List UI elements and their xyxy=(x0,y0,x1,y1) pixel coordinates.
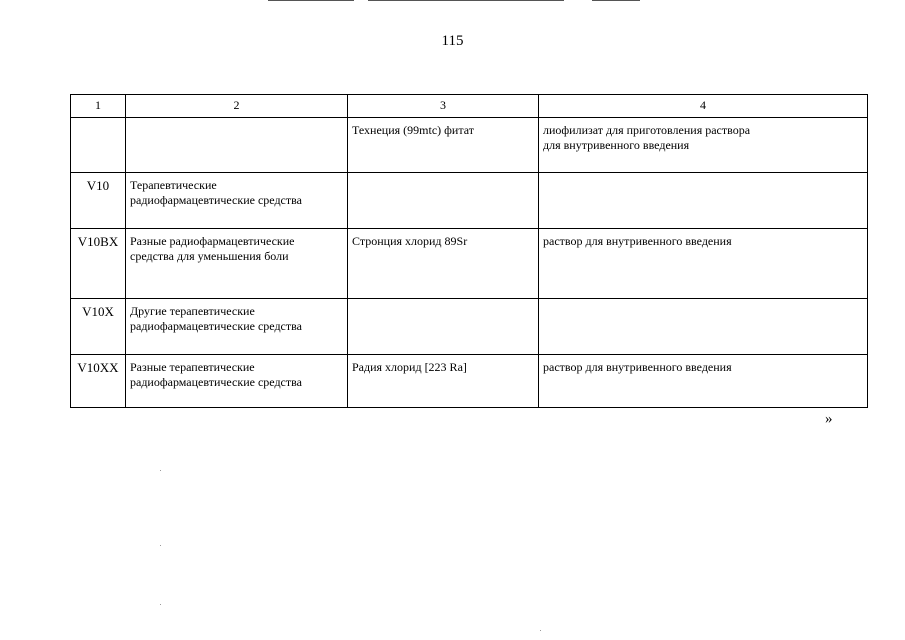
group-name-cell xyxy=(126,173,348,229)
group-name-cell xyxy=(126,118,348,173)
table-header-row xyxy=(71,95,868,118)
scan-speck xyxy=(540,630,541,631)
table-row xyxy=(71,355,868,408)
group-name-line: радиофармацевтические средства xyxy=(130,375,302,389)
dosage-form-cell xyxy=(539,299,868,355)
substance-cell xyxy=(348,118,539,173)
substance-cell xyxy=(348,173,539,229)
group-name-cell xyxy=(126,355,348,408)
continuation-mark: » xyxy=(825,411,833,427)
substance-cell xyxy=(348,299,539,355)
scan-speck xyxy=(160,545,161,546)
atc-code: V10XX xyxy=(77,360,119,375)
atc-code: V10 xyxy=(86,178,110,193)
atc-code: V10BX xyxy=(77,234,119,249)
dosage-form-line: для внутривенного введения xyxy=(543,138,690,152)
column-header: 3 xyxy=(348,95,539,118)
dosage-form-line: лиофилизат для приготовления раствора xyxy=(543,123,751,137)
atc-code-cell xyxy=(71,118,126,173)
top-edge-rule xyxy=(592,0,640,1)
dosage-form-line: раствор для внутривенного введения xyxy=(543,234,732,248)
scan-speck xyxy=(160,470,161,471)
column-header: 2 xyxy=(126,95,348,118)
group-name-cell xyxy=(126,299,348,355)
atc-code-cell xyxy=(71,355,126,408)
group-name-line: Терапевтические xyxy=(130,178,217,192)
table-row xyxy=(71,299,868,355)
group-name-line: Другие терапевтические xyxy=(130,304,255,318)
atc-code: V10X xyxy=(82,304,114,319)
group-name-line: Разные радиофармацевтические xyxy=(130,234,295,248)
top-edge-rule xyxy=(368,0,564,1)
column-header: 1 xyxy=(71,95,126,118)
substance-line: Стронция хлорид 89Sr xyxy=(352,234,468,248)
substance-cell xyxy=(348,355,539,408)
substance-line: Технеция (99mtc) фитат xyxy=(352,123,474,137)
dosage-form-cell xyxy=(539,355,868,408)
atc-code-cell xyxy=(71,299,126,355)
group-name-line: Разные терапевтические xyxy=(130,360,255,374)
table-row xyxy=(71,173,868,229)
column-header: 4 xyxy=(539,95,868,118)
dosage-form-line: раствор для внутривенного введения xyxy=(543,360,732,374)
top-edge-rule xyxy=(268,0,354,1)
group-name-line: радиофармацевтические средства xyxy=(130,319,302,333)
dosage-form-cell xyxy=(539,118,868,173)
table-row xyxy=(71,229,868,299)
drug-table xyxy=(70,94,868,408)
page-number: 115 xyxy=(441,33,464,49)
group-name-line: радиофармацевтические средства xyxy=(130,193,302,207)
atc-code-cell xyxy=(71,173,126,229)
group-name-cell xyxy=(126,229,348,299)
table-row xyxy=(71,118,868,173)
dosage-form-cell xyxy=(539,173,868,229)
atc-code-cell xyxy=(71,229,126,299)
dosage-form-cell xyxy=(539,229,868,299)
scan-speck xyxy=(160,604,161,605)
substance-cell xyxy=(348,229,539,299)
substance-line: Радия хлорид [223 Ra] xyxy=(352,360,467,374)
group-name-line: средства для уменьшения боли xyxy=(130,249,289,263)
